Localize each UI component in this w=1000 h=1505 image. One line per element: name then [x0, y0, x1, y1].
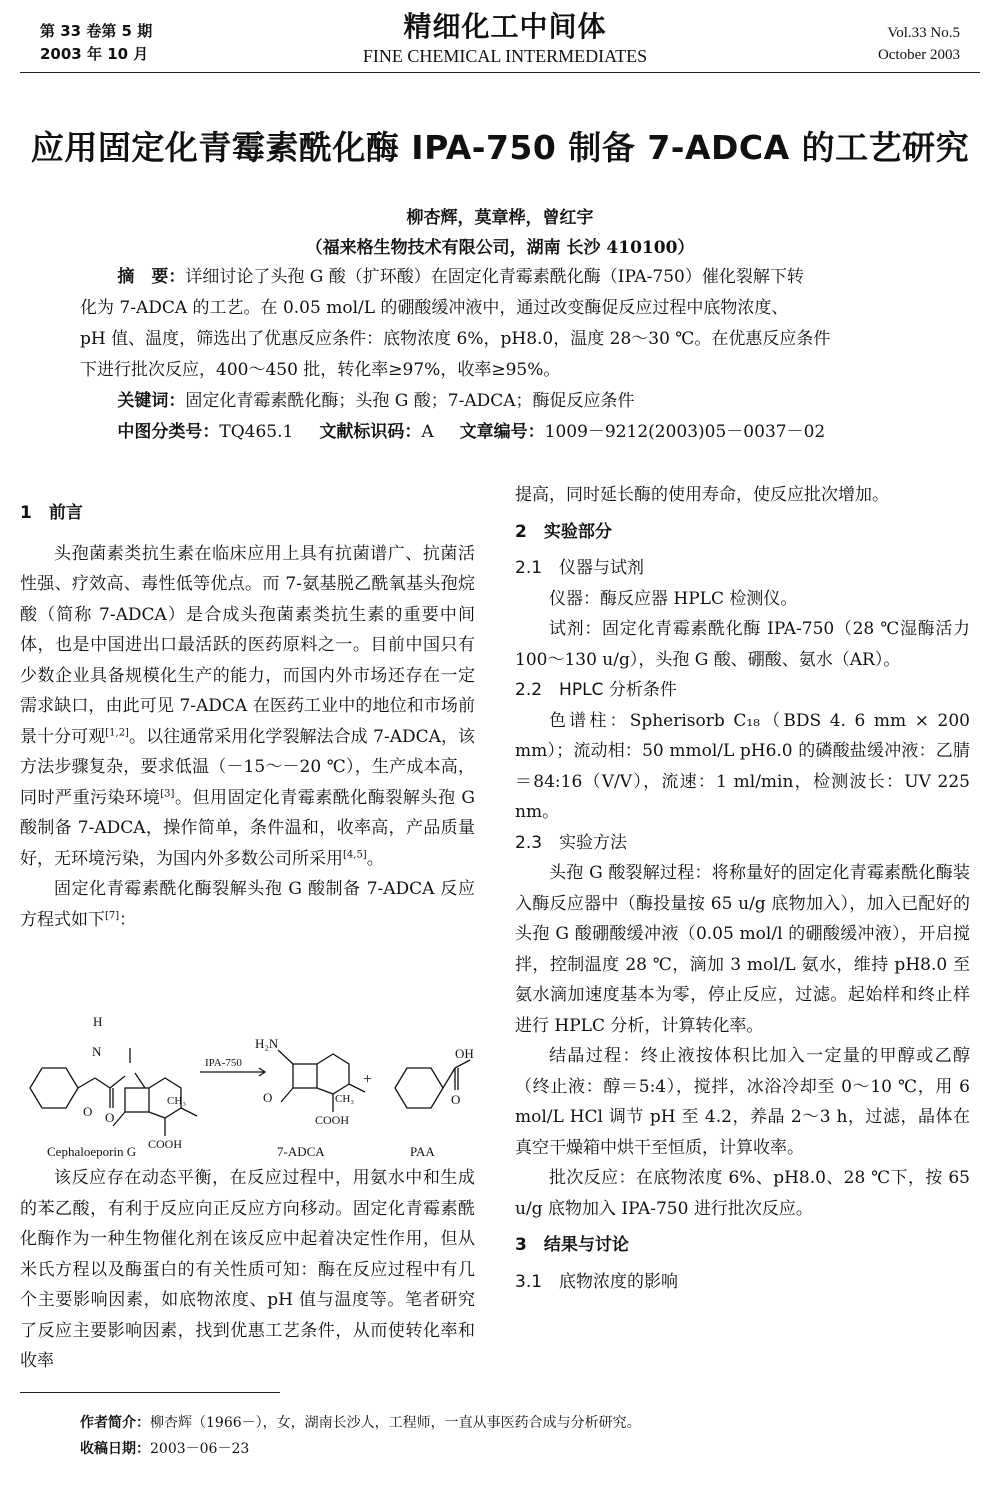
catalyst-label: IPA-750 [205, 1057, 242, 1069]
reaction-intro-paragraph [20, 874, 475, 935]
beta-lactam-ring [125, 1088, 149, 1112]
adca-lactam-ring [293, 1064, 317, 1088]
carboxyl-group: COOH [315, 1113, 350, 1127]
abstract-line-4: 下进行批次反应，400～450 批，转化率≥97%，收率≥95%。 [80, 360, 561, 380]
volume-issue-cn: 第 33 卷第 5 期 [40, 22, 153, 40]
intro-paragraph [20, 539, 475, 875]
section-3-heading: 3 结果与讨论 [515, 1235, 629, 1255]
section-2-heading: 2 实验部分 [515, 521, 612, 542]
citation: [3] [160, 787, 175, 799]
received-date [80, 1436, 641, 1462]
intro-text-a: 头孢菌素类抗生素在临床应用上具有抗菌谱广、抗菌活性强、疗效高、毒性低等优点。而 7-氨基脱乙酰氧基头孢烷酸（简称 7-ADCA）是合成头孢菌素类抗生素的重要中间体，也是中国进出口最活跃的医药原料之一。目前中国只有少数企业具备规模化生产的能力，而国内外市场还存在一定需求缺口，由此可见 7-ADCA 在医药工业中的地位和市场前景十分可观 [20, 543, 475, 747]
left-column-lower [20, 1163, 475, 1377]
doc-code-label: 文献标识码： [319, 422, 422, 442]
issue-info-cn [40, 20, 152, 66]
intro-text-c: 。但用固定化青霉素酰化酶裂解头孢 G 酸制备 7-ADCA，操作简单，条件温和，收率高，产品质量好，无环境污染，为国内外多数公司所采用 [20, 787, 476, 869]
journal-name [300, 10, 710, 68]
reagents-paragraph: 试剂：固定化青霉素酰化酶 IPA-750（28 ℃湿酶活力 100～130 u/g），头孢 G 酸、硼酸、氨水（AR）。 [515, 619, 970, 670]
footnote [80, 1410, 641, 1462]
methyl-group: CH₃ [335, 1093, 355, 1105]
citation: [4,5] [343, 848, 367, 860]
crystallization-paragraph: 结晶过程：终止液按体积比加入一定量的甲醇或乙醇（终止液：醇＝5:4），搅拌，冰浴冷却至 0～10 ℃，用 6 mol/L HCl 调节 pH 至 4.2，养晶 2～3 h，过滤，晶体在真空干燥箱中烘干至恒质，计算收率。 [515, 1046, 970, 1158]
subsection-2-3-heading: 2.3 实验方法 [515, 832, 628, 853]
author-bio [80, 1410, 641, 1436]
atom-o: O [451, 1092, 461, 1107]
compound-name-paa: PAA [410, 1144, 435, 1159]
doc-code: A [421, 422, 434, 442]
section-1-heading: 1 前言 [20, 503, 83, 523]
reaction-intro-colon: ： [119, 909, 137, 930]
compound-name-7-adca: 7-ADCA [277, 1144, 325, 1159]
date-cn: 2003 年 10 月 [40, 45, 149, 63]
intro-text-b: 。以往通常采用化学裂解法合成 7-ADCA，该方法步骤复杂，要求低温（－15～－20 ℃），生产成本高，同时严重污染环境 [20, 726, 476, 808]
methyl-group: CH₃ [167, 1095, 187, 1107]
abstract-line-1: 详细讨论了头孢 G 酸（扩环酸）在固定化青霉素酰化酶（IPA-750）催化裂解下转 [185, 267, 804, 287]
footnote-rule [20, 1392, 280, 1393]
subsection-2-1-heading: 2.1 仪器与试剂 [515, 558, 645, 578]
paa-benzene-ring [395, 1068, 443, 1108]
hplc-paragraph: 色谱柱：Spherisorb C₁₈（BDS 4. 6 mm × 200 mm）；流动相：50 mmol/L pH6.0 的磷酸盐缓冲液：乙腈＝84:16（V/V），流速：1 ml/min，检测波长：UV 225 nm。 [515, 710, 970, 822]
clc-label: 中图分类号： [117, 422, 220, 442]
abstract-line-3: pH 值、温度，筛选出了优惠反应条件：底物浓度 6%，pH8.0，温度 28～30 ℃。在优惠反应条件 [80, 329, 831, 349]
amino-group: H₂N [255, 1036, 279, 1051]
atom-o: O [105, 1110, 115, 1125]
article-title: 应用固定化青霉素酰化酶 IPA-750 制备 7-ADCA 的工艺研究 [30, 128, 970, 167]
continued-paragraph: 提高，同时延长酶的使用寿命，使反应批次增加。 [515, 485, 889, 505]
journal-name-en: FINE CHEMICAL INTERMEDIATES [362, 46, 648, 66]
citation: [7] [105, 909, 120, 921]
authors: 柳杏辉，莫章桦，曾红宇 [406, 208, 594, 228]
received-date-value: 2003－06－23 [150, 1441, 250, 1457]
subsection-2-2-heading: 2.2 HPLC 分析条件 [515, 680, 677, 700]
header-rule [20, 72, 980, 73]
article-number: 1009－9212(2003)05－0037－02 [544, 422, 826, 442]
keywords [80, 386, 920, 417]
atom-h: H [93, 1014, 103, 1029]
batch-paragraph: 批次反应：在底物浓度 6%、pH8.0、28 ℃下，按 65 u/g 底物加入 IPA-750 进行批次反应。 [515, 1168, 970, 1219]
clc-code: TQ465.1 [219, 422, 294, 442]
atom-o: O [263, 1090, 273, 1105]
issue-info-en [878, 22, 960, 66]
affiliation: （福来格生物技术有限公司，湖南 长沙 410100） [305, 238, 695, 258]
instruments-paragraph: 仪器：酶反应器 HPLC 检测仪。 [549, 588, 798, 609]
intro-text-d: 。 [366, 848, 384, 869]
reaction-scheme [15, 1008, 485, 1168]
citation: [1,2] [105, 726, 129, 738]
article-number-label: 文章编号： [459, 422, 545, 442]
author-bio-text: 柳杏辉（1966－），女，湖南长沙人，工程师，一直从事医药合成与分析研究。 [150, 1415, 641, 1431]
plus-sign: + [363, 1071, 373, 1088]
cleavage-paragraph: 头孢 G 酸裂解过程：将称量好的固定化青霉素酰化酶装入酶反应器中（酶投量按 65 u/g 底物加入），加入已配好的头孢 G 酸硼酸缓冲液（0.05 mol/l 的硼酸缓冲液），开启搅拌，控制温度 28 ℃，滴加 3 mol/L 氨水，维持 pH8.0 至氨水滴加速度基本为零，停止反应，过滤。起始样和终止样进行 HPLC 分析，计算转化率。 [515, 863, 970, 1036]
subsection-3-1-heading: 3.1 底物浓度的影响 [515, 1271, 679, 1292]
author-bio-label: 作者简介： [80, 1415, 150, 1431]
equilibrium-paragraph: 该反应存在动态平衡，在反应过程中，用氨水中和生成的苯乙酸，有利于反应向正反应方向移动。固定化青霉素酰化酶作为一种生物催化剂在该反应中起着决定性作用，但从米氏方程以及酶蛋白的有关性质可知：酶在反应过程中有几个主要影响因素，如底物浓度、pH 值与温度等。笔者研究了反应主要影响因素，找到优惠工艺条件，从而使转化率和收率 [20, 1168, 475, 1371]
compound-name-cephalosporin-g: Cephaloeporin G [47, 1144, 137, 1159]
abstract-line-2: 化为 7-ADCA 的工艺。在 0.05 mol/L 的硼酸缓冲液中，通过改变酶促反应过程中底物浓度、 [80, 298, 789, 318]
benzene-ring [30, 1068, 78, 1108]
keywords-text: 固定化青霉素酰化酶；头孢 G 酸；7-ADCA；酶促反应条件 [185, 391, 635, 411]
reaction-intro-text: 固定化青霉素酰化酶裂解头孢 G 酸制备 7-ADCA 反应方程式如下 [20, 879, 475, 930]
journal-name-cn: 精细化工中间体 [403, 10, 607, 43]
abstract-label: 摘 要： [117, 267, 186, 287]
right-column [515, 480, 970, 1297]
left-column [20, 492, 475, 935]
volume-issue-en: Vol.33 No.5 [887, 25, 960, 41]
carboxyl-group: COOH [148, 1137, 183, 1151]
date-en: October 2003 [877, 47, 960, 63]
classification [80, 417, 920, 448]
hydroxyl-group: OH [455, 1046, 474, 1061]
atom-o: O [83, 1104, 93, 1119]
atom-n: N [92, 1044, 102, 1059]
received-date-label: 收稿日期： [80, 1441, 150, 1457]
keywords-label: 关键词： [117, 391, 186, 411]
abstract [80, 262, 920, 448]
